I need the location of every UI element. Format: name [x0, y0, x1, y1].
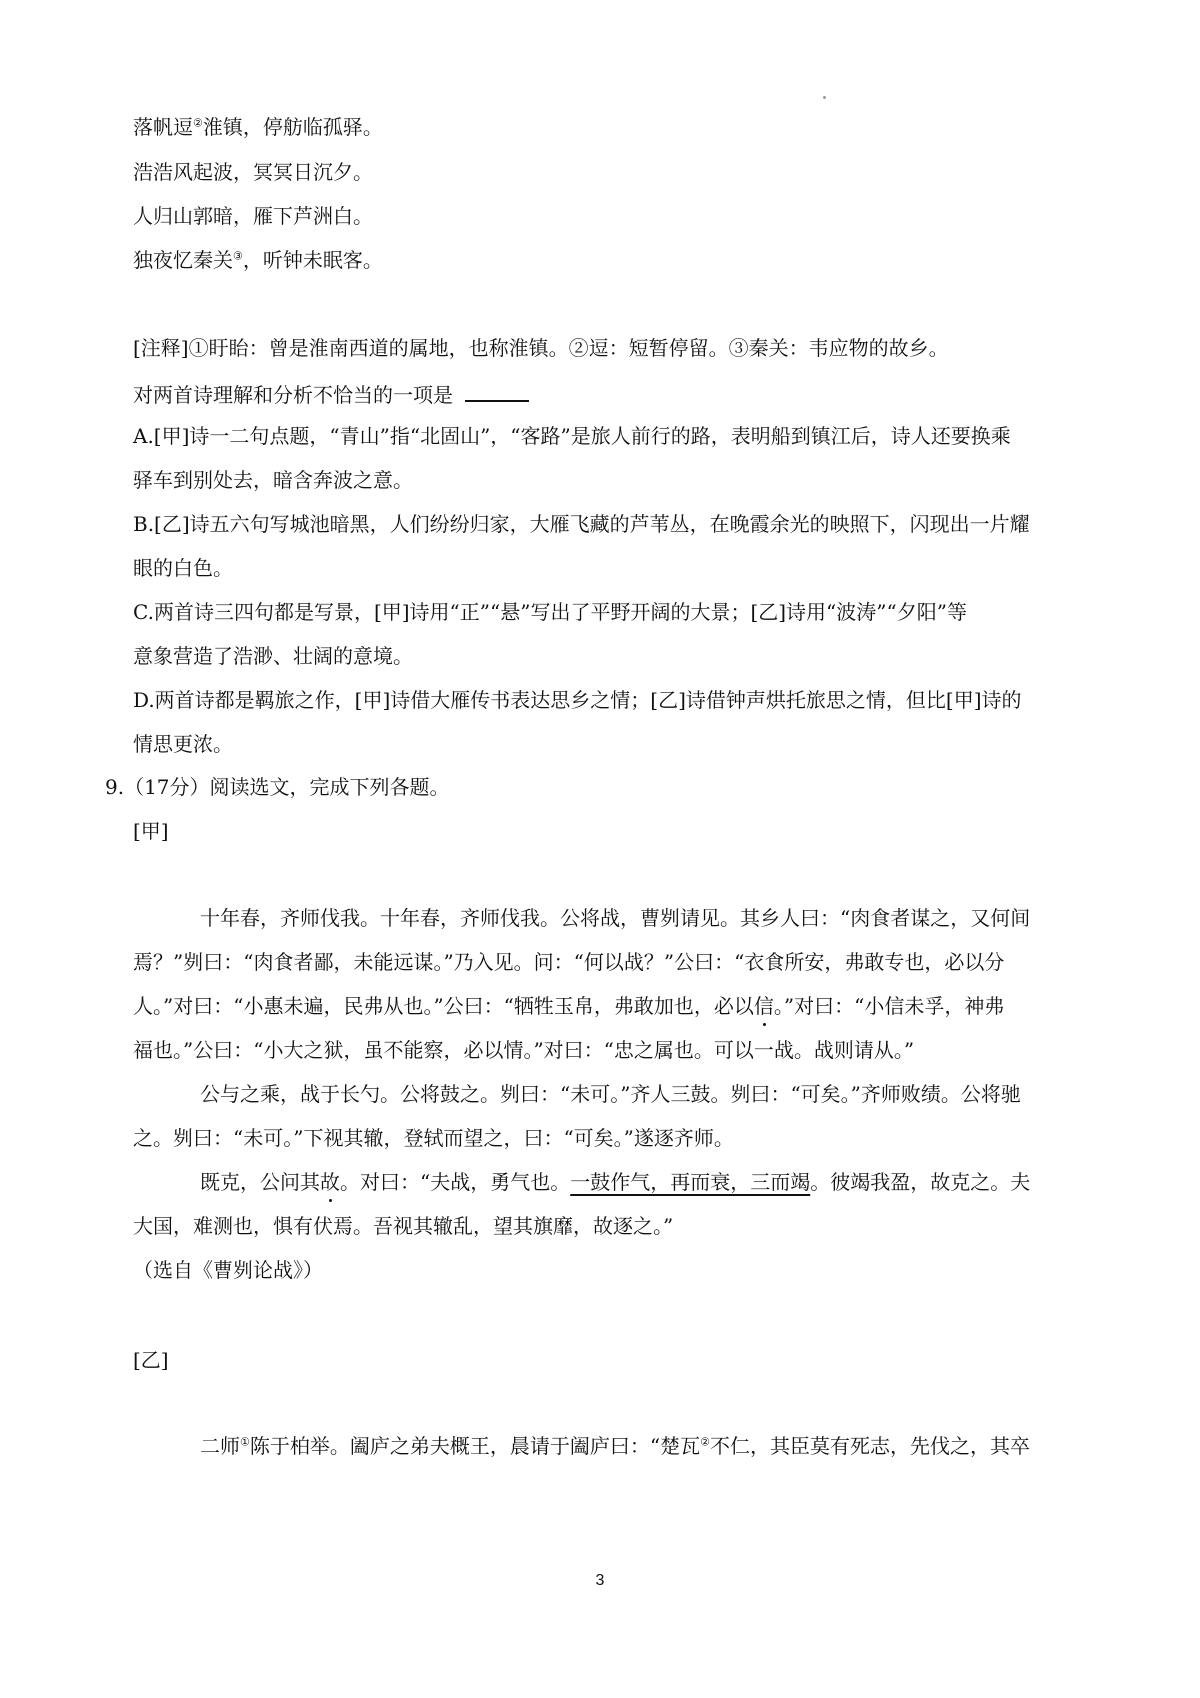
page-number: 3 — [595, 1572, 605, 1589]
poem-notes: [注释]①盱眙：曾是淮南西道的属地，也称淮镇。②逗：短暂停留。③秦关：韦应物的故乡。 — [133, 336, 949, 360]
jia-p2-line-2: 之。刿曰：“未可。”下视其辙，登轼而望之，曰：“可矣。”遂逐齐师。 — [133, 1126, 734, 1150]
option-a-line-1: A.[甲]诗一二句点题，“青山”指“北固山”，“客路”是旅人前行的路，表明船到镇江后，诗人还要换乘 — [133, 424, 1011, 448]
poem-line-1: 落帆逗②淮镇，停舫临孤驿。 — [133, 115, 383, 139]
poem-line-2: 浩浩风起波，冥冥日沉夕。 — [133, 160, 373, 184]
option-c-line-1: C.两首诗三四句都是写景，[甲]诗用“正”“悬”写出了平野开阔的大景；[乙]诗用“波涛”“夕阳”等 — [133, 600, 967, 624]
jia-p3-line-2: 大国，难测也，惧有伏焉。吾视其辙乱，望其旗靡，故逐之。” — [133, 1214, 674, 1238]
option-c-line-2: 意象营造了浩渺、壮阔的意境。 — [133, 644, 413, 668]
question-9-heading: 9.（17分）阅读选文，完成下列各题。 — [105, 775, 450, 799]
jia-label: [甲] — [133, 819, 169, 843]
jia-p1-line-3: 人。”对曰：“小惠未遍，民弗从也。”公曰：“牺牲玉帛，弗敢加也，必以信。”对曰：“小信未孚，神弗 — [133, 994, 1005, 1018]
option-b-line-1: B.[乙]诗五六句写城池暗黑，人们纷纷归家，大雁飞藏的芦苇丛，在晚霞余光的映照下，闪现出一片耀 — [133, 512, 1030, 536]
jia-source: （选自《曹刿论战》） — [133, 1258, 323, 1282]
scan-dot — [823, 96, 826, 99]
poem-line-3: 人归山郭暗，雁下芦洲白。 — [133, 204, 373, 228]
option-d-line-1: D.两首诗都是羁旅之作，[甲]诗借大雁传书表达思乡之情；[乙]诗借钟声烘托旅思之情，但比[甲]诗的 — [133, 688, 1022, 712]
emphasized-char-xin: 信 — [753, 994, 774, 1018]
yi-label: [乙] — [133, 1348, 169, 1372]
option-d-line-2: 情思更浓。 — [133, 732, 233, 756]
jia-p3-line-1: 既克，公问其故。对曰：“夫战，勇气也。一鼓作气，再而衰，三而竭。彼竭我盈，故克之。夫 — [200, 1170, 1031, 1194]
jia-p1-line-1: 十年春，齐师伐我。十年春，齐师伐我。公将战，曹刿请见。其乡人曰：“肉食者谋之，又何间 — [200, 906, 1031, 930]
jia-p1-line-2: 焉？”刿曰：“肉食者鄙，未能远谋。”乃入见。问：“何以战？”公曰：“衣食所安，弗敢专也，必以分 — [133, 950, 1005, 974]
option-a-line-2: 驿车到别处去，暗含奔波之意。 — [133, 468, 413, 492]
poem-line-4: 独夜忆秦关③，听钟未眠客。 — [133, 248, 383, 272]
emphasized-char-gu: 故 — [320, 1170, 340, 1194]
question-stem: 对两首诗理解和分析不恰当的一项是 — [133, 382, 529, 405]
jia-p1-line-4: 福也。”公曰：“小大之狱，虽不能察，必以情。”对曰：“忠之属也。可以一战。战则请从。” — [133, 1038, 915, 1062]
option-b-line-2: 眼的白色。 — [133, 556, 233, 580]
underlined-sentence: 一鼓作气，再而衰，三而竭 — [570, 1170, 811, 1194]
yi-line-1: 二师①陈于柏举。阖庐之弟夫概王，晨请于阖庐曰：“楚瓦②不仁，其臣莫有死志，先伐之，其卒 — [200, 1434, 1030, 1458]
answer-blank — [465, 382, 529, 402]
jia-p2-line-1: 公与之乘，战于长勺。公将鼓之。刿曰：“未可。”齐人三鼓。刿曰：“可矣。”齐师败绩。公将驰 — [200, 1082, 1021, 1106]
